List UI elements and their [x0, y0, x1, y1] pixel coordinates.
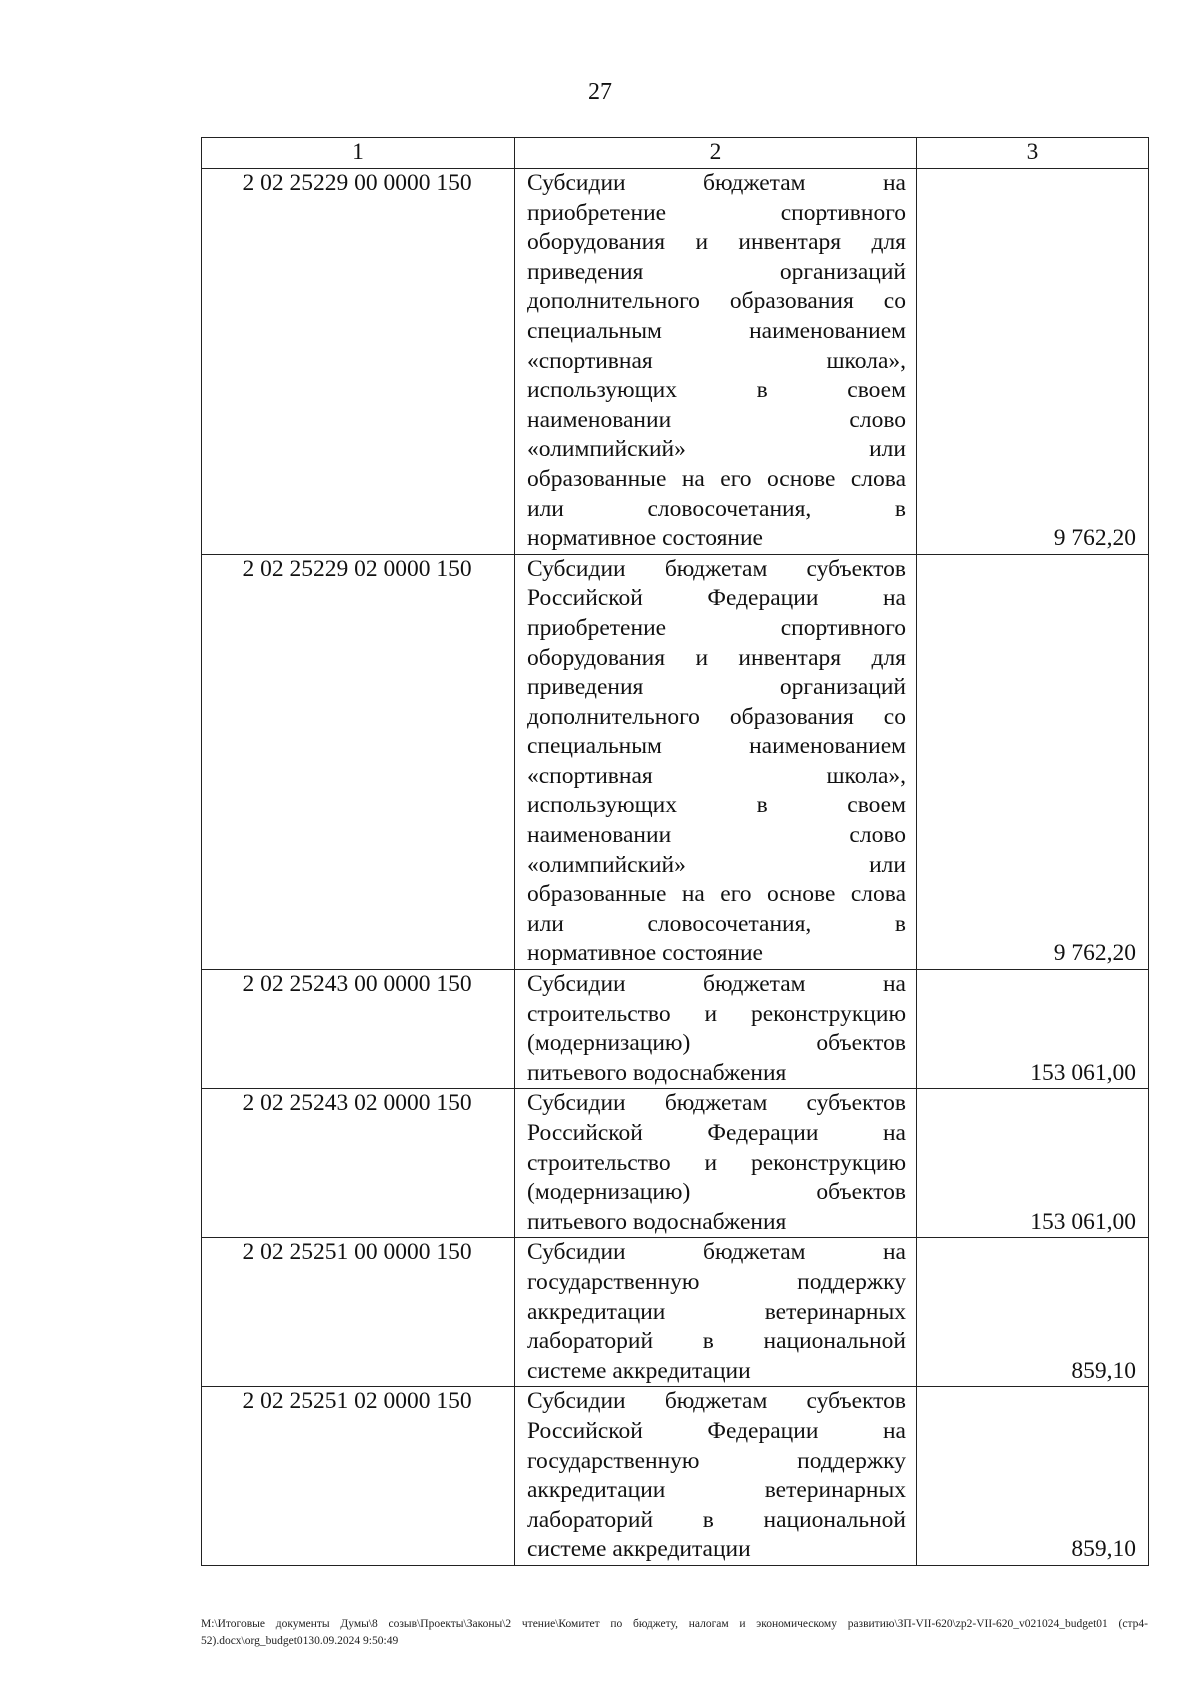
budget-revenue-table	[201, 137, 1149, 1566]
budget-classification-code: 2 02 25243 02 0000 150	[202, 1089, 515, 1238]
budget-classification-code: 2 02 25243 00 0000 150	[202, 970, 515, 1089]
column-header-name: 2	[515, 138, 917, 169]
revenue-name-line: оборудования и инвентаря для	[527, 229, 906, 256]
revenue-name-line: приведения организаций	[527, 674, 906, 701]
amount-value: 153 061,00	[917, 970, 1149, 1089]
revenue-name-line: приведения организаций	[527, 258, 906, 285]
table-row	[202, 1089, 1149, 1238]
revenue-name-line: Российской Федерации на	[527, 1120, 906, 1146]
amount-value: 9 762,20	[917, 169, 1149, 555]
revenue-name-line: Субсидии бюджетам на	[527, 170, 906, 196]
revenue-name	[515, 1089, 917, 1238]
revenue-name-line: наименовании слово	[527, 822, 906, 849]
revenue-name-line: Субсидии бюджетам субъектов	[527, 1388, 906, 1415]
revenue-name-line: государственную поддержку	[527, 1268, 906, 1295]
revenue-name-line: строительство и реконструкцию	[527, 1149, 906, 1176]
amount-value: 153 061,00	[917, 1089, 1149, 1238]
revenue-name	[515, 1238, 917, 1387]
revenue-name-line: питьевого водоснабжения	[527, 1208, 787, 1235]
revenue-name	[515, 554, 917, 969]
revenue-name-line: или словосочетания, в	[527, 495, 906, 522]
table-row	[202, 169, 1149, 555]
revenue-name-line: специальным наименованием	[527, 317, 906, 344]
revenue-name-line: приобретение спортивного	[527, 199, 906, 226]
revenue-name-line: дополнительного образования со	[527, 703, 906, 730]
revenue-name-line: нормативное состояние	[527, 525, 763, 552]
revenue-name	[515, 1387, 917, 1566]
budget-classification-code: 2 02 25229 02 0000 150	[202, 554, 515, 969]
revenue-name-line: «спортивная школа»,	[527, 347, 906, 374]
table-row	[202, 970, 1149, 1089]
table-row	[202, 1387, 1149, 1566]
column-header-code: 1	[202, 138, 515, 169]
revenue-name-line: Субсидии бюджетам субъектов	[527, 555, 906, 582]
revenue-name-line: лабораторий в национальной	[527, 1328, 906, 1355]
revenue-name-line: оборудования и инвентаря для	[527, 644, 906, 671]
budget-classification-code: 2 02 25251 00 0000 150	[202, 1238, 515, 1387]
document-file-path: M:\Итоговые документы Думы\8 созыв\Проекты\Законы\2 чтение\Комитет по бюджету, налогам и экономическому развитию\ЗП-VII-620\zp2-VII-620_v021024_budget01 (стр4-52).docx\org_budget0130.09.2024 9:50:49	[201, 1618, 1148, 1647]
revenue-name-line: или словосочетания, в	[527, 910, 906, 937]
budget-classification-code: 2 02 25229 00 0000 150	[202, 169, 515, 555]
revenue-name-line: наименовании слово	[527, 406, 906, 433]
revenue-name-line: «олимпийский» или	[527, 436, 906, 463]
revenue-name-line: системе аккредитации	[527, 1357, 751, 1384]
revenue-name-line: приобретение спортивного	[527, 614, 906, 641]
budget-classification-code: 2 02 25251 02 0000 150	[202, 1387, 515, 1566]
amount-value: 9 762,20	[917, 554, 1149, 969]
revenue-name-line: (модернизацию) объектов	[527, 1030, 906, 1057]
revenue-name-line: питьевого водоснабжения	[527, 1059, 787, 1086]
revenue-name-line: системе аккредитации	[527, 1536, 751, 1563]
revenue-name	[515, 169, 917, 555]
revenue-name-line: Субсидии бюджетам субъектов	[527, 1090, 906, 1117]
revenue-name-line: Российской Федерации на	[527, 1417, 906, 1444]
revenue-name-line: специальным наименованием	[527, 733, 906, 760]
revenue-name-line: нормативное состояние	[527, 940, 763, 967]
amount-value: 859,10	[917, 1387, 1149, 1566]
table-row	[202, 1238, 1149, 1387]
revenue-name-line: Субсидии бюджетам на	[527, 971, 906, 998]
page-number: 27	[588, 79, 612, 105]
revenue-name-line: образованные на его основе слова	[527, 881, 906, 908]
revenue-name-line: использующих в своем	[527, 792, 906, 819]
amount-value: 859,10	[917, 1238, 1149, 1387]
revenue-name-line: государственную поддержку	[527, 1447, 906, 1474]
revenue-name-line: аккредитации ветеринарных	[527, 1298, 906, 1325]
revenue-name-line: «олимпийский» или	[527, 851, 906, 878]
revenue-name-line: строительство и реконструкцию	[527, 1000, 906, 1027]
table-row	[202, 554, 1149, 969]
column-header-amount: 3	[917, 138, 1149, 169]
column-number-row	[202, 138, 1149, 169]
revenue-name-line: «спортивная школа»,	[527, 762, 906, 789]
revenue-name-line: использующих в своем	[527, 377, 906, 404]
revenue-name-line: дополнительного образования со	[527, 288, 906, 315]
revenue-name-line: (модернизацию) объектов	[527, 1179, 906, 1206]
revenue-name-line: образованные на его основе слова	[527, 465, 906, 492]
revenue-name-line: Российской Федерации на	[527, 585, 906, 612]
revenue-name-line: Субсидии бюджетам на	[527, 1239, 906, 1266]
revenue-name-line: аккредитации ветеринарных	[527, 1477, 906, 1504]
revenue-name-line: лабораторий в национальной	[527, 1506, 906, 1533]
revenue-name	[515, 970, 917, 1089]
